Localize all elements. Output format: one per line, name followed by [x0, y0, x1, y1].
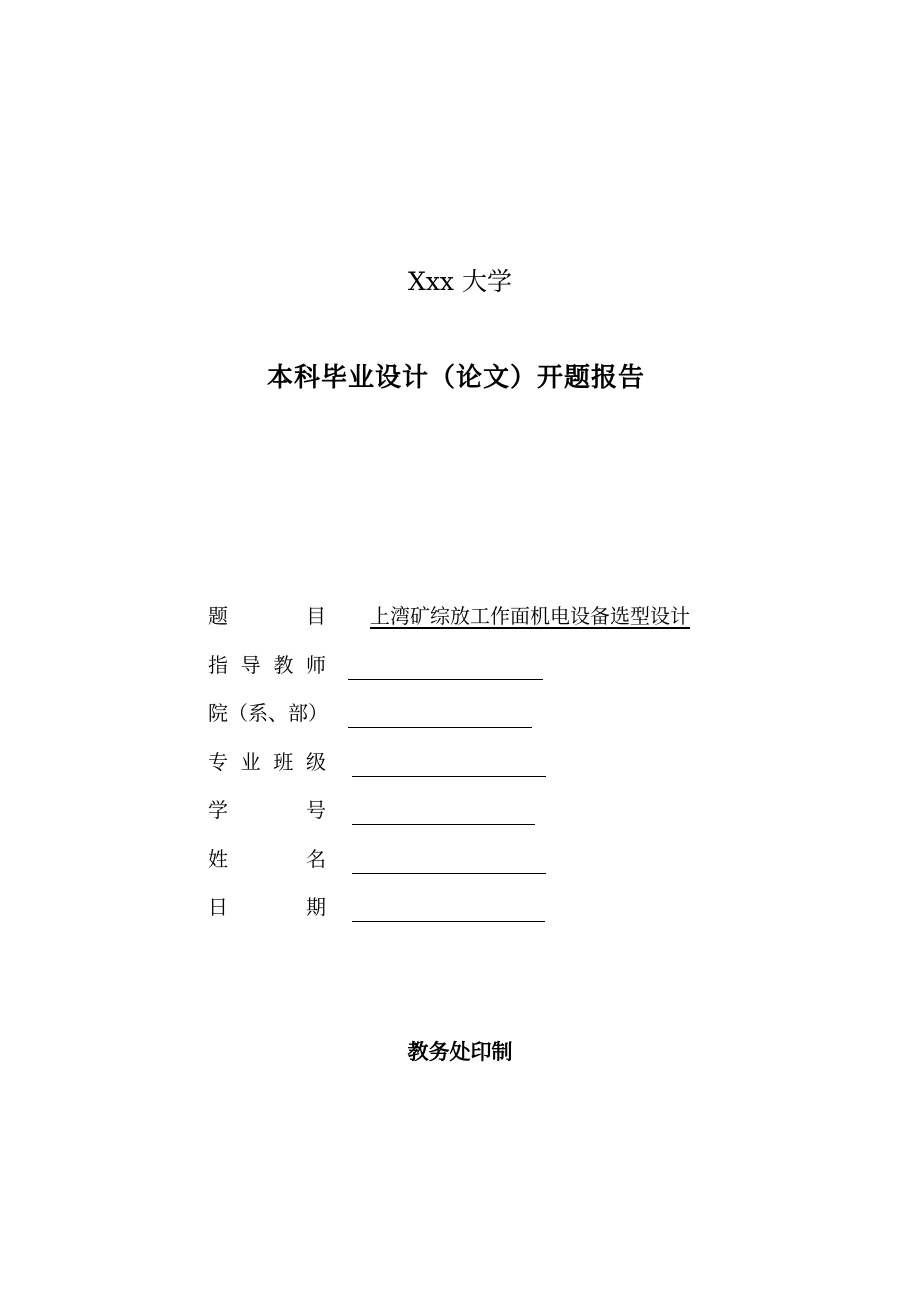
label-char: 导 [240, 652, 261, 677]
label-char: 日 [208, 895, 228, 919]
label-char: 级 [305, 749, 326, 774]
label-char: 题 [208, 604, 228, 628]
field-department [208, 697, 768, 746]
field-name [208, 843, 768, 892]
label-char: 号 [306, 798, 326, 822]
info-fields [208, 600, 768, 940]
field-student-id-line[interactable] [352, 824, 535, 825]
label-char: 专 [208, 749, 228, 774]
label-char: 目 [306, 604, 326, 628]
label-char: 业 [240, 749, 261, 774]
field-class [208, 746, 768, 795]
field-department-label [208, 697, 326, 729]
field-advisor-line[interactable] [348, 679, 543, 680]
field-date [208, 891, 768, 940]
field-topic-label [208, 600, 326, 632]
field-student-id-label [208, 794, 326, 826]
label-text: 院（系、部） [208, 701, 328, 725]
field-name-line[interactable] [352, 873, 546, 874]
field-class-line[interactable] [352, 776, 546, 777]
report-title: 本科毕业设计（论文）开题报告 [266, 363, 645, 393]
label-char: 教 [273, 652, 294, 677]
field-topic [208, 600, 768, 649]
university-name: Xxx 大学 [408, 267, 512, 296]
label-char: 师 [305, 652, 326, 677]
field-department-line[interactable] [348, 727, 532, 728]
field-class-label [208, 746, 326, 778]
field-advisor-label [208, 649, 326, 681]
field-date-line[interactable] [352, 921, 545, 922]
label-char: 学 [208, 798, 228, 822]
label-char: 姓 [208, 846, 228, 871]
label-char: 期 [306, 895, 326, 919]
issuer-footer: 教务处印制 [407, 1040, 513, 1064]
label-char: 指 [208, 652, 228, 677]
field-name-label [208, 843, 326, 875]
field-date-label [208, 891, 326, 923]
field-topic-value[interactable]: 上湾矿综放工作面机电设备选型设计 [370, 604, 690, 628]
label-char: 名 [306, 846, 326, 871]
label-char: 班 [273, 749, 294, 774]
field-student-id [208, 794, 768, 843]
field-advisor [208, 649, 768, 698]
